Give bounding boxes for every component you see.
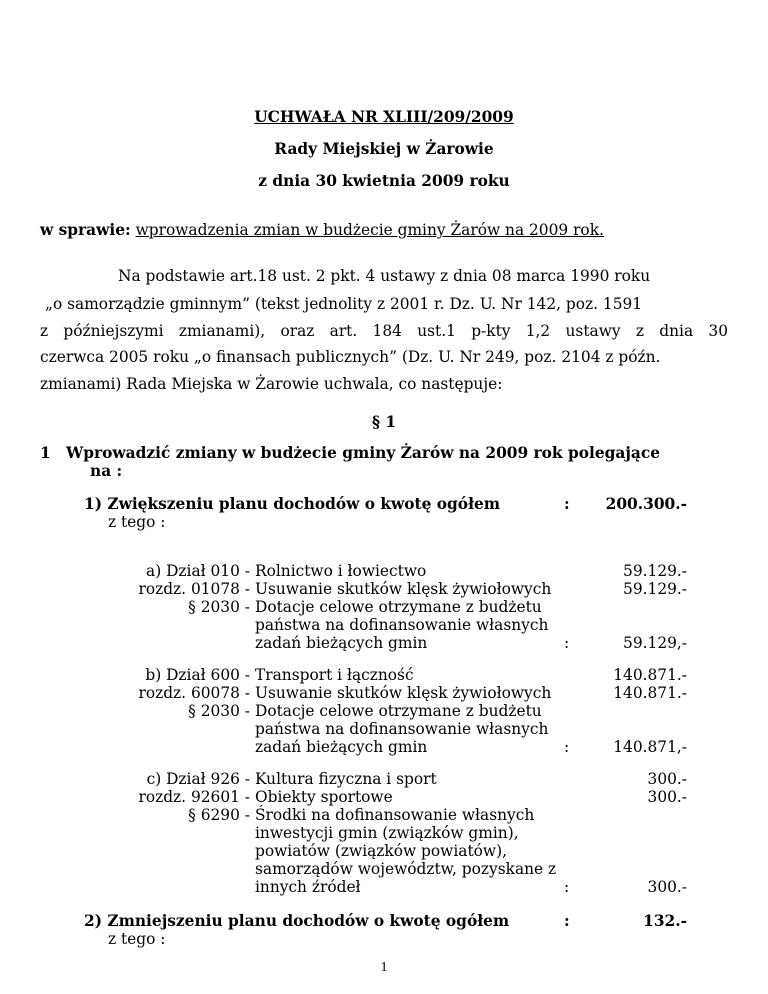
document-date: z dnia 30 kwietnia 2009 roku: [258, 172, 510, 190]
item-c-par-line: Środki na dofinansowanie własnych: [255, 806, 535, 824]
item-c-dzial-label: c) Dział 926 -: [146, 770, 250, 788]
item-c-rozdz-label: rozdz. 92601 -: [138, 788, 250, 806]
section-mark: § 1: [371, 413, 397, 431]
item-a-par-label: § 2030 -: [188, 598, 250, 616]
item-c-par-line: innych źródeł: [255, 878, 361, 896]
item-a-par-amount: 59.129,-: [623, 634, 687, 652]
item-c-colon: :: [564, 878, 570, 896]
item-a-dzial-amount: 59.129.-: [623, 562, 687, 580]
item-b-dzial-label: b) Dział 600 -: [145, 666, 250, 684]
item-c-par-line: inwestycji gmin (związków gmin),: [255, 824, 519, 842]
item-a-rozdz-label: rozdz. 01078 -: [138, 580, 250, 598]
subject-label: w sprawie:: [40, 221, 131, 239]
increase-amount: 200.300.-: [605, 495, 687, 513]
item-a-par-line: zadań bieżących gmin: [255, 634, 428, 652]
item-a-rozdz-name: Usuwanie skutków klęsk żywiołowych: [255, 580, 552, 598]
decrease-label: 2) Zmniejszeniu planu dochodów o kwotę ogółem: [84, 912, 510, 930]
subject-text: wprowadzenia zmian w budżecie gminy Żarów na 2009 rok.: [135, 221, 604, 239]
item-a-par-line: Dotacje celowe otrzymane z budżetu: [255, 598, 542, 616]
item-b-par-label: § 2030 -: [188, 702, 250, 720]
subject-line: [40, 221, 604, 239]
preamble-line-2: „o samorządzie gminnym” (tekst jednolity z 2001 r. Dz. U. Nr 142, poz. 1591: [45, 295, 643, 313]
increase-colon: :: [564, 495, 570, 513]
item-b-rozdz-amount: 140.871.-: [613, 684, 687, 702]
item-c-dzial-amount: 300.-: [647, 770, 687, 788]
item-b-rozdz-name: Usuwanie skutków klęsk żywiołowych: [255, 684, 552, 702]
item-b-dzial-name: Transport i łączność: [255, 666, 414, 684]
point-line-2: na :: [90, 462, 123, 480]
document-subtitle: Rady Miejskiej w Żarowie: [274, 140, 494, 158]
item-b-par-line: państwa na dofinansowanie własnych: [255, 720, 549, 738]
item-a-par-line: państwa na dofinansowanie własnych: [255, 616, 549, 634]
point-line-1: Wprowadzić zmiany w budżecie gminy Żarów na 2009 rok polegające: [66, 444, 661, 462]
preamble-line-5: zmianami) Rada Miejska w Żarowie uchwala, co następuje:: [40, 375, 503, 393]
item-b-par-line: Dotacje celowe otrzymane z budżetu: [255, 702, 542, 720]
preamble-line-3: z późniejszymi zmianami), oraz art. 184 ust.1 p-kty 1,2 ustawy z dnia 30: [40, 322, 728, 340]
item-c-par-line: powiatów (związków powiatów),: [255, 842, 507, 860]
page-number: 1: [380, 960, 388, 975]
document-title: UCHWAŁA NR XLIII/209/2009: [254, 108, 514, 126]
item-c-par-label: § 6290 -: [188, 806, 250, 824]
item-a-dzial-label: a) Dział 010 -: [146, 562, 250, 580]
preamble-line-1: Na podstawie art.18 ust. 2 pkt. 4 ustawy z dnia 08 marca 1990 roku: [118, 267, 651, 285]
preamble-line-4: czerwca 2005 roku „o finansach publicznych” (Dz. U. Nr 249, poz. 2104 z późn.: [40, 348, 661, 366]
decrease-colon: :: [564, 912, 570, 930]
item-b-par-amount: 140.871,-: [613, 738, 687, 756]
item-c-par-amount: 300.-: [647, 878, 687, 896]
item-b-par-line: zadań bieżących gmin: [255, 738, 428, 756]
item-a-dzial-name: Rolnictwo i łowiectwo: [255, 562, 427, 580]
decrease-amount: 132.-: [643, 912, 687, 930]
item-a-colon: :: [564, 634, 570, 652]
increase-label: 1) Zwiększeniu planu dochodów o kwotę ogółem: [84, 495, 501, 513]
decrease-sub: z tego :: [108, 930, 166, 948]
item-b-colon: :: [564, 738, 570, 756]
item-c-rozdz-name: Obiekty sportowe: [255, 788, 393, 806]
item-c-par-line: samorządów województw, pozyskane z: [255, 860, 557, 878]
item-b-rozdz-label: rozdz. 60078 -: [138, 684, 250, 702]
item-c-rozdz-amount: 300.-: [647, 788, 687, 806]
increase-sub: z tego :: [108, 513, 166, 531]
item-b-dzial-amount: 140.871.-: [613, 666, 687, 684]
item-a-rozdz-amount: 59.129.-: [623, 580, 687, 598]
point-number: 1: [40, 444, 51, 462]
item-c-dzial-name: Kultura fizyczna i sport: [255, 770, 437, 788]
